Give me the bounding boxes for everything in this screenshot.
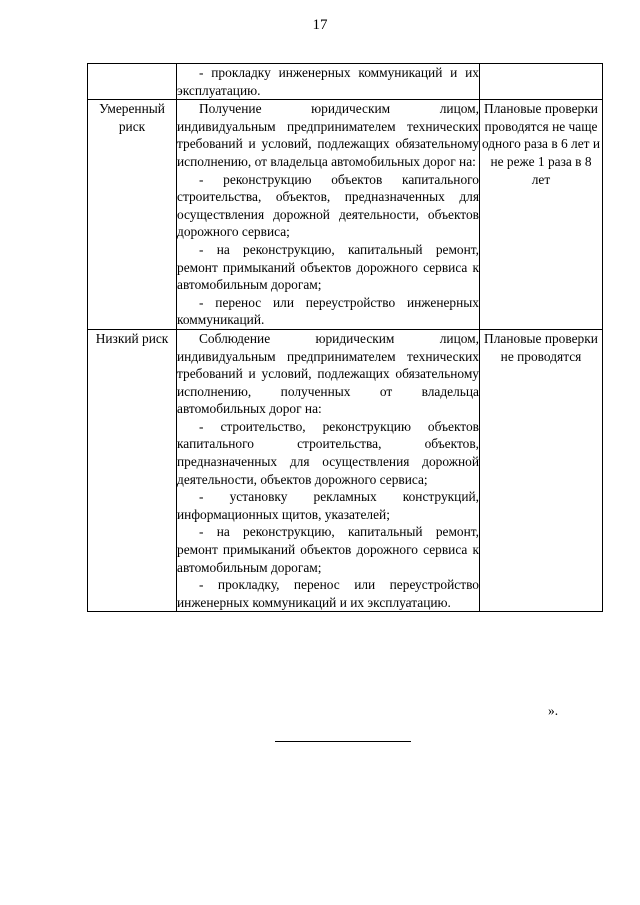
footer-rule [275, 741, 411, 742]
inspection-frequency-cell [480, 64, 603, 100]
requirement-item: - прокладку, перенос или переустройство инженерных коммуникаций и их эксплуатацию. [177, 577, 479, 610]
risk-category-cell [88, 64, 177, 100]
table-row [88, 100, 603, 330]
requirements-cell [177, 329, 480, 612]
table-row [88, 329, 603, 612]
page-number: 17 [312, 17, 328, 33]
requirements-cell [177, 64, 480, 100]
requirement-item: - строительство, реконструкцию объектов капитального строительства, объектов, предназначенных для осуществления дорожной деятельности, объектов дорожного сервиса; [177, 418, 479, 487]
closing-quote-mark: ». [548, 703, 559, 718]
table-row [88, 64, 603, 100]
requirement-item: - перенос или переустройство инженерных коммуникаций. [177, 294, 479, 328]
risk-category-cell: Низкий риск [88, 329, 177, 612]
requirement-intro: Получение юридическим лицом, индивидуальным предпринимателем технических требований и условий, подлежащих обязательному исполнению, от владельца автомобильных дорог на: [177, 101, 479, 169]
inspection-frequency-cell: Плановые проверки проводятся не чаще одного раза в 6 лет и не реже 1 раза в 8 лет [480, 100, 603, 330]
risk-category-cell: Умеренный риск [88, 100, 177, 330]
requirement-item: - установку рекламных конструкций, информационных щитов, указателей; [177, 489, 479, 522]
requirement-item: - реконструкцию объектов капитального строительства, объектов, предназначенных для осуществления дорожной деятельности, объектов дорожного сервиса; [177, 171, 479, 240]
requirement-item: - на реконструкцию, капитальный ремонт, ремонт примыканий объектов дорожного сервиса к автомобильным дорогам; [177, 241, 479, 293]
requirement-intro: Соблюдение юридическим лицом, индивидуальным предпринимателем технических требований и условий, подлежащих обязательному исполнению, полученных от владельца автомобильных дорог на: [177, 330, 479, 417]
requirements-cell [177, 100, 480, 330]
requirement-item: - прокладку инженерных коммуникаций и их эксплуатацию. [177, 65, 479, 98]
inspection-frequency-cell: Плановые проверки не проводятся [480, 329, 603, 612]
risk-category-table [87, 63, 603, 612]
requirement-item: - на реконструкцию, капитальный ремонт, ремонт примыканий объектов дорожного сервиса к автомобильным дорогам; [177, 524, 479, 575]
